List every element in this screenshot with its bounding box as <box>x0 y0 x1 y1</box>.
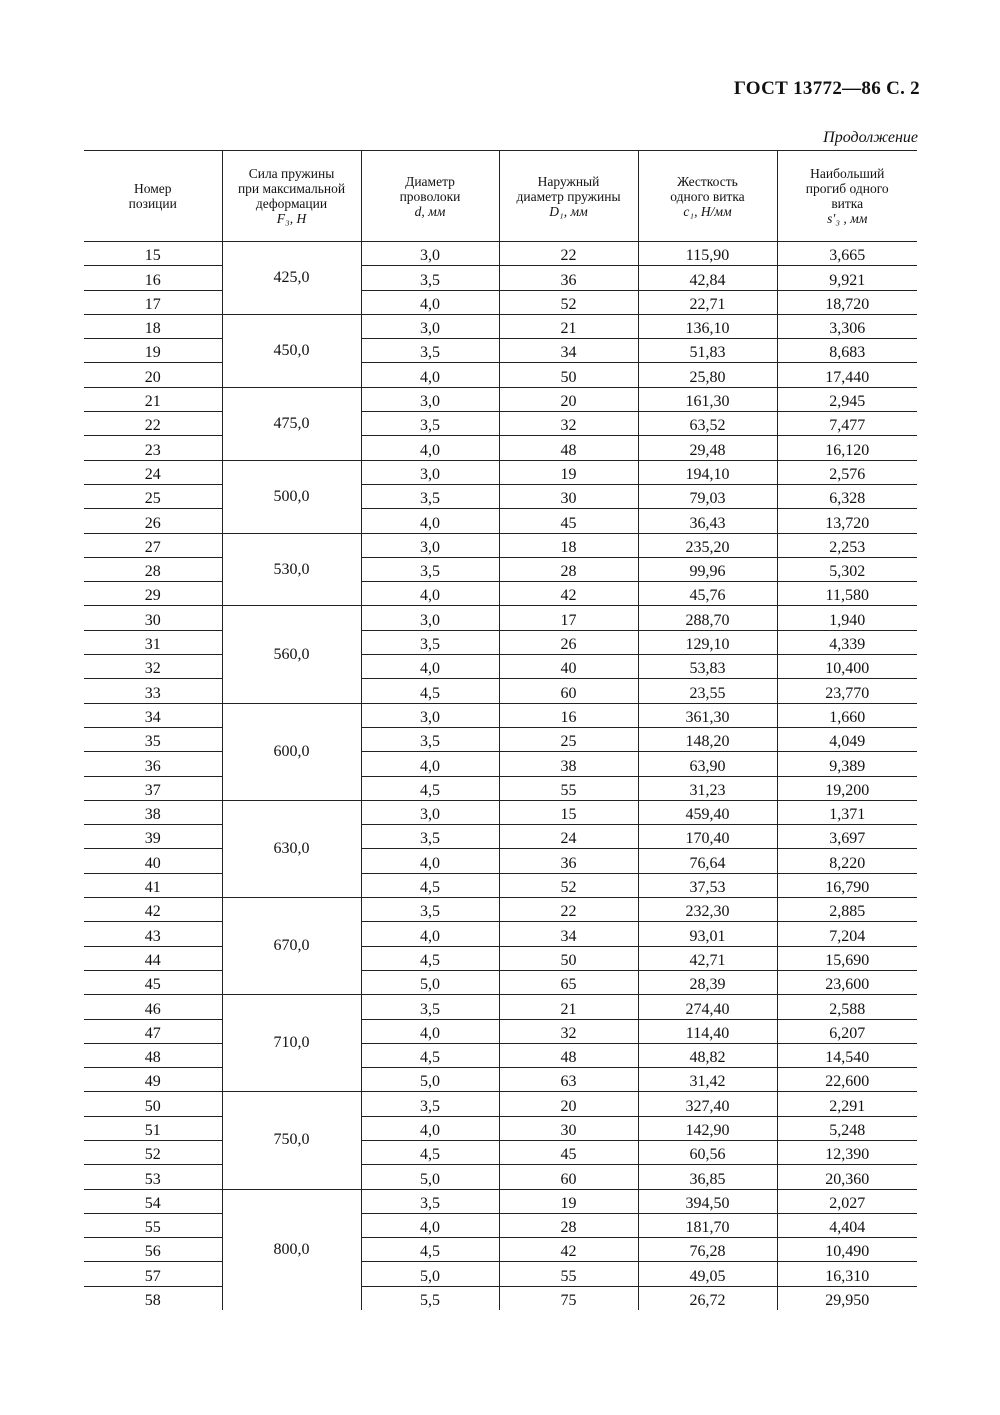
cell-outer-diameter: 34 <box>499 922 638 946</box>
spring-spec-table <box>84 150 917 1310</box>
cell-force: 425,0 <box>222 242 361 315</box>
cell-deflection: 7,204 <box>777 922 917 946</box>
cell-wire-diameter: 5,0 <box>361 1165 499 1189</box>
cell-wire-diameter: 4,0 <box>361 582 499 606</box>
col-header-deflection: Наибольший прогиб одного витка s′₃ , мм <box>777 151 917 242</box>
cell-deflection: 2,027 <box>777 1189 917 1213</box>
cell-position: 28 <box>84 557 222 581</box>
cell-stiffness: 36,85 <box>638 1165 777 1189</box>
cell-stiffness: 115,90 <box>638 242 777 266</box>
table-row <box>84 946 917 970</box>
cell-deflection: 2,291 <box>777 1092 917 1116</box>
cell-force: 600,0 <box>222 703 361 800</box>
cell-stiffness: 194,10 <box>638 460 777 484</box>
cell-position: 37 <box>84 776 222 800</box>
cell-wire-diameter: 3,5 <box>361 825 499 849</box>
table-row <box>84 363 917 387</box>
cell-stiffness: 45,76 <box>638 582 777 606</box>
cell-stiffness: 288,70 <box>638 606 777 630</box>
cell-position: 16 <box>84 266 222 290</box>
cell-stiffness: 63,52 <box>638 412 777 436</box>
cell-deflection: 1,371 <box>777 800 917 824</box>
cell-wire-diameter: 4,0 <box>361 1213 499 1237</box>
cell-wire-diameter: 4,0 <box>361 1019 499 1043</box>
cell-outer-diameter: 60 <box>499 679 638 703</box>
cell-wire-diameter: 4,0 <box>361 436 499 460</box>
cell-outer-diameter: 40 <box>499 655 638 679</box>
cell-position: 20 <box>84 363 222 387</box>
cell-deflection: 20,360 <box>777 1165 917 1189</box>
cell-outer-diameter: 32 <box>499 412 638 436</box>
cell-stiffness: 79,03 <box>638 484 777 508</box>
table-row <box>84 436 917 460</box>
cell-stiffness: 136,10 <box>638 314 777 338</box>
cell-stiffness: 327,40 <box>638 1092 777 1116</box>
cell-stiffness: 76,64 <box>638 849 777 873</box>
cell-stiffness: 274,40 <box>638 995 777 1019</box>
table-row <box>84 266 917 290</box>
cell-deflection: 14,540 <box>777 1043 917 1067</box>
cell-stiffness: 181,70 <box>638 1213 777 1237</box>
cell-deflection: 10,400 <box>777 655 917 679</box>
table-row <box>84 849 917 873</box>
cell-force: 450,0 <box>222 314 361 387</box>
cell-deflection: 16,310 <box>777 1262 917 1286</box>
table-row <box>84 1043 917 1067</box>
cell-position: 45 <box>84 970 222 994</box>
cell-position: 31 <box>84 630 222 654</box>
cell-outer-diameter: 42 <box>499 582 638 606</box>
cell-outer-diameter: 17 <box>499 606 638 630</box>
table-row <box>84 606 917 630</box>
table-row <box>84 339 917 363</box>
cell-deflection: 19,200 <box>777 776 917 800</box>
cell-stiffness: 25,80 <box>638 363 777 387</box>
table-row <box>84 800 917 824</box>
cell-outer-diameter: 21 <box>499 314 638 338</box>
cell-position: 19 <box>84 339 222 363</box>
cell-stiffness: 53,83 <box>638 655 777 679</box>
cell-position: 30 <box>84 606 222 630</box>
cell-wire-diameter: 5,5 <box>361 1286 499 1310</box>
table-row <box>84 630 917 654</box>
cell-force: 670,0 <box>222 898 361 995</box>
cell-wire-diameter: 3,5 <box>361 1092 499 1116</box>
col-header-stiffness: Жесткость одного витка c₁, Н/мм <box>638 151 777 242</box>
cell-position: 46 <box>84 995 222 1019</box>
cell-force: 800,0 <box>222 1189 361 1310</box>
page-header: ГОСТ 13772—86 С. 2 <box>733 78 920 99</box>
cell-stiffness: 148,20 <box>638 727 777 751</box>
cell-wire-diameter: 3,0 <box>361 800 499 824</box>
cell-wire-diameter: 3,5 <box>361 484 499 508</box>
cell-deflection: 12,390 <box>777 1140 917 1164</box>
cell-outer-diameter: 18 <box>499 533 638 557</box>
cell-outer-diameter: 34 <box>499 339 638 363</box>
cell-position: 55 <box>84 1213 222 1237</box>
cell-outer-diameter: 36 <box>499 849 638 873</box>
cell-stiffness: 29,48 <box>638 436 777 460</box>
cell-position: 40 <box>84 849 222 873</box>
cell-position: 39 <box>84 825 222 849</box>
cell-deflection: 29,950 <box>777 1286 917 1310</box>
cell-deflection: 2,945 <box>777 387 917 411</box>
continuation-label: Продолжение <box>823 129 918 146</box>
cell-stiffness: 28,39 <box>638 970 777 994</box>
table-header-row <box>84 151 917 242</box>
table-row <box>84 290 917 314</box>
cell-wire-diameter: 3,0 <box>361 314 499 338</box>
cell-wire-diameter: 3,5 <box>361 630 499 654</box>
cell-wire-diameter: 3,5 <box>361 1189 499 1213</box>
cell-outer-diameter: 28 <box>499 557 638 581</box>
cell-stiffness: 60,56 <box>638 1140 777 1164</box>
cell-position: 54 <box>84 1189 222 1213</box>
cell-position: 44 <box>84 946 222 970</box>
cell-outer-diameter: 45 <box>499 1140 638 1164</box>
cell-deflection: 2,576 <box>777 460 917 484</box>
cell-wire-diameter: 4,0 <box>361 922 499 946</box>
table-body <box>84 242 917 1311</box>
cell-position: 43 <box>84 922 222 946</box>
cell-wire-diameter: 3,0 <box>361 533 499 557</box>
cell-position: 34 <box>84 703 222 727</box>
cell-wire-diameter: 5,0 <box>361 1068 499 1092</box>
cell-position: 17 <box>84 290 222 314</box>
cell-outer-diameter: 52 <box>499 290 638 314</box>
cell-position: 21 <box>84 387 222 411</box>
table-row <box>84 1116 917 1140</box>
cell-deflection: 1,660 <box>777 703 917 727</box>
cell-stiffness: 129,10 <box>638 630 777 654</box>
cell-wire-diameter: 3,0 <box>361 387 499 411</box>
cell-wire-diameter: 3,5 <box>361 727 499 751</box>
cell-deflection: 23,600 <box>777 970 917 994</box>
cell-deflection: 2,253 <box>777 533 917 557</box>
cell-stiffness: 37,53 <box>638 873 777 897</box>
table-row <box>84 655 917 679</box>
table-row <box>84 1140 917 1164</box>
cell-outer-diameter: 38 <box>499 752 638 776</box>
cell-force: 710,0 <box>222 995 361 1092</box>
table-row <box>84 727 917 751</box>
cell-position: 52 <box>84 1140 222 1164</box>
cell-outer-diameter: 15 <box>499 800 638 824</box>
table-row <box>84 970 917 994</box>
cell-outer-diameter: 30 <box>499 1116 638 1140</box>
table-row <box>84 557 917 581</box>
table-row <box>84 387 917 411</box>
table-row <box>84 752 917 776</box>
cell-stiffness: 26,72 <box>638 1286 777 1310</box>
cell-outer-diameter: 28 <box>499 1213 638 1237</box>
cell-outer-diameter: 24 <box>499 825 638 849</box>
cell-outer-diameter: 19 <box>499 1189 638 1213</box>
table-row <box>84 1019 917 1043</box>
cell-position: 32 <box>84 655 222 679</box>
table-row <box>84 509 917 533</box>
table-row <box>84 242 917 266</box>
cell-deflection: 9,389 <box>777 752 917 776</box>
cell-wire-diameter: 3,5 <box>361 898 499 922</box>
cell-stiffness: 22,71 <box>638 290 777 314</box>
cell-position: 24 <box>84 460 222 484</box>
cell-deflection: 17,440 <box>777 363 917 387</box>
cell-outer-diameter: 21 <box>499 995 638 1019</box>
table-row <box>84 533 917 557</box>
table-row <box>84 995 917 1019</box>
table-row <box>84 460 917 484</box>
cell-deflection: 5,302 <box>777 557 917 581</box>
cell-wire-diameter: 3,0 <box>361 242 499 266</box>
cell-deflection: 9,921 <box>777 266 917 290</box>
cell-stiffness: 42,84 <box>638 266 777 290</box>
cell-force: 560,0 <box>222 606 361 703</box>
cell-position: 29 <box>84 582 222 606</box>
cell-stiffness: 114,40 <box>638 1019 777 1043</box>
table-row <box>84 1238 917 1262</box>
table-row <box>84 776 917 800</box>
cell-stiffness: 42,71 <box>638 946 777 970</box>
cell-outer-diameter: 55 <box>499 1262 638 1286</box>
cell-deflection: 4,404 <box>777 1213 917 1237</box>
cell-force: 530,0 <box>222 533 361 606</box>
table-row <box>84 1189 917 1213</box>
cell-outer-diameter: 75 <box>499 1286 638 1310</box>
table-row <box>84 412 917 436</box>
cell-outer-diameter: 32 <box>499 1019 638 1043</box>
cell-stiffness: 232,30 <box>638 898 777 922</box>
cell-position: 50 <box>84 1092 222 1116</box>
table-row <box>84 1286 917 1310</box>
cell-position: 23 <box>84 436 222 460</box>
cell-force: 750,0 <box>222 1092 361 1189</box>
cell-position: 38 <box>84 800 222 824</box>
cell-outer-diameter: 42 <box>499 1238 638 1262</box>
cell-wire-diameter: 3,5 <box>361 995 499 1019</box>
cell-stiffness: 93,01 <box>638 922 777 946</box>
cell-stiffness: 76,28 <box>638 1238 777 1262</box>
cell-deflection: 4,339 <box>777 630 917 654</box>
table-row <box>84 314 917 338</box>
cell-stiffness: 394,50 <box>638 1189 777 1213</box>
cell-outer-diameter: 48 <box>499 1043 638 1067</box>
cell-deflection: 7,477 <box>777 412 917 436</box>
cell-wire-diameter: 5,0 <box>361 970 499 994</box>
cell-stiffness: 23,55 <box>638 679 777 703</box>
col-header-position: Номер позиции <box>84 151 222 242</box>
cell-deflection: 6,328 <box>777 484 917 508</box>
cell-deflection: 5,248 <box>777 1116 917 1140</box>
cell-stiffness: 361,30 <box>638 703 777 727</box>
cell-outer-diameter: 50 <box>499 363 638 387</box>
cell-position: 36 <box>84 752 222 776</box>
cell-wire-diameter: 3,5 <box>361 412 499 436</box>
cell-wire-diameter: 4,5 <box>361 873 499 897</box>
cell-outer-diameter: 65 <box>499 970 638 994</box>
cell-position: 53 <box>84 1165 222 1189</box>
cell-wire-diameter: 3,5 <box>361 557 499 581</box>
cell-outer-diameter: 45 <box>499 509 638 533</box>
cell-outer-diameter: 36 <box>499 266 638 290</box>
cell-outer-diameter: 20 <box>499 387 638 411</box>
cell-position: 27 <box>84 533 222 557</box>
cell-stiffness: 459,40 <box>638 800 777 824</box>
cell-deflection: 3,665 <box>777 242 917 266</box>
table-row <box>84 1213 917 1237</box>
cell-position: 15 <box>84 242 222 266</box>
cell-wire-diameter: 4,5 <box>361 1238 499 1262</box>
cell-force: 475,0 <box>222 387 361 460</box>
cell-outer-diameter: 22 <box>499 898 638 922</box>
table-row <box>84 679 917 703</box>
cell-wire-diameter: 4,0 <box>361 1116 499 1140</box>
cell-position: 22 <box>84 412 222 436</box>
cell-outer-diameter: 60 <box>499 1165 638 1189</box>
cell-deflection: 11,580 <box>777 582 917 606</box>
cell-wire-diameter: 4,0 <box>361 752 499 776</box>
cell-position: 58 <box>144 1292 161 1310</box>
cell-wire-diameter: 3,5 <box>361 339 499 363</box>
cell-deflection: 8,683 <box>777 339 917 363</box>
cell-wire-diameter: 4,5 <box>361 1140 499 1164</box>
cell-deflection: 23,770 <box>777 679 917 703</box>
cell-deflection: 6,207 <box>777 1019 917 1043</box>
cell-force: 630,0 <box>222 800 361 897</box>
cell-wire-diameter: 3,0 <box>361 460 499 484</box>
table-row <box>84 922 917 946</box>
cell-outer-diameter: 22 <box>499 242 638 266</box>
cell-wire-diameter: 4,0 <box>361 509 499 533</box>
cell-outer-diameter: 20 <box>499 1092 638 1116</box>
cell-outer-diameter: 48 <box>499 436 638 460</box>
cell-deflection: 3,697 <box>777 825 917 849</box>
table-row <box>84 1165 917 1189</box>
cell-deflection: 3,306 <box>777 314 917 338</box>
cell-deflection: 4,049 <box>777 727 917 751</box>
col-header-wire-diameter: Диаметр проволоки d, мм <box>361 151 499 242</box>
cell-position: 49 <box>84 1068 222 1092</box>
cell-deflection: 16,790 <box>777 873 917 897</box>
cell-deflection: 1,940 <box>777 606 917 630</box>
cell-outer-diameter: 26 <box>499 630 638 654</box>
col-header-outer-diameter: Наружный диаметр пружины D₁, мм <box>499 151 638 242</box>
cell-position: 42 <box>84 898 222 922</box>
cell-position: 18 <box>84 314 222 338</box>
table-row <box>84 703 917 727</box>
table-row <box>84 873 917 897</box>
cell-position: 57 <box>84 1262 222 1286</box>
cell-position: 35 <box>84 727 222 751</box>
cell-deflection: 10,490 <box>777 1238 917 1262</box>
cell-position: 41 <box>84 873 222 897</box>
cell-wire-diameter: 3,0 <box>361 606 499 630</box>
cell-wire-diameter: 4,5 <box>361 776 499 800</box>
cell-stiffness: 51,83 <box>638 339 777 363</box>
cell-deflection: 2,588 <box>777 995 917 1019</box>
cell-stiffness: 36,43 <box>638 509 777 533</box>
cell-stiffness: 63,90 <box>638 752 777 776</box>
cell-deflection: 13,720 <box>777 509 917 533</box>
table-row <box>84 1068 917 1092</box>
table-row <box>84 1262 917 1286</box>
cell-position: 25 <box>84 484 222 508</box>
cell-outer-diameter: 30 <box>499 484 638 508</box>
cell-outer-diameter: 50 <box>499 946 638 970</box>
cell-outer-diameter: 25 <box>499 727 638 751</box>
cell-position: 47 <box>84 1019 222 1043</box>
cell-stiffness: 31,42 <box>638 1068 777 1092</box>
cell-outer-diameter: 55 <box>499 776 638 800</box>
cell-wire-diameter: 4,0 <box>361 655 499 679</box>
cell-deflection: 18,720 <box>777 290 917 314</box>
cell-wire-diameter: 4,5 <box>361 946 499 970</box>
cell-stiffness: 142,90 <box>638 1116 777 1140</box>
cell-deflection: 2,885 <box>777 898 917 922</box>
cell-stiffness: 235,20 <box>638 533 777 557</box>
cell-position: 51 <box>84 1116 222 1140</box>
cell-stiffness: 49,05 <box>638 1262 777 1286</box>
cell-outer-diameter: 63 <box>499 1068 638 1092</box>
cell-wire-diameter: 4,0 <box>361 290 499 314</box>
cell-stiffness: 161,30 <box>638 387 777 411</box>
table-row <box>84 898 917 922</box>
cell-deflection: 8,220 <box>777 849 917 873</box>
cell-outer-diameter: 52 <box>499 873 638 897</box>
table-row <box>84 582 917 606</box>
cell-wire-diameter: 5,0 <box>361 1262 499 1286</box>
cell-wire-diameter: 3,5 <box>361 266 499 290</box>
cell-wire-diameter: 4,5 <box>361 679 499 703</box>
cell-wire-diameter: 4,0 <box>361 849 499 873</box>
cell-position: 26 <box>84 509 222 533</box>
table-row <box>84 1092 917 1116</box>
table-row <box>84 825 917 849</box>
cell-outer-diameter: 19 <box>499 460 638 484</box>
cell-wire-diameter: 4,5 <box>361 1043 499 1067</box>
cell-stiffness: 99,96 <box>638 557 777 581</box>
cell-deflection: 22,600 <box>777 1068 917 1092</box>
table-row <box>84 484 917 508</box>
cell-position: 48 <box>84 1043 222 1067</box>
cell-outer-diameter: 16 <box>499 703 638 727</box>
cell-deflection: 15,690 <box>777 946 917 970</box>
col-header-force: Сила пружины при максимальной деформации F₃, Н <box>222 151 361 242</box>
cell-stiffness: 31,23 <box>638 776 777 800</box>
cell-stiffness: 170,40 <box>638 825 777 849</box>
cell-deflection: 16,120 <box>777 436 917 460</box>
cell-position: 33 <box>84 679 222 703</box>
cell-wire-diameter: 3,0 <box>361 703 499 727</box>
cell-wire-diameter: 4,0 <box>361 363 499 387</box>
cell-stiffness: 48,82 <box>638 1043 777 1067</box>
cell-position: 56 <box>84 1238 222 1262</box>
cell-force: 500,0 <box>222 460 361 533</box>
